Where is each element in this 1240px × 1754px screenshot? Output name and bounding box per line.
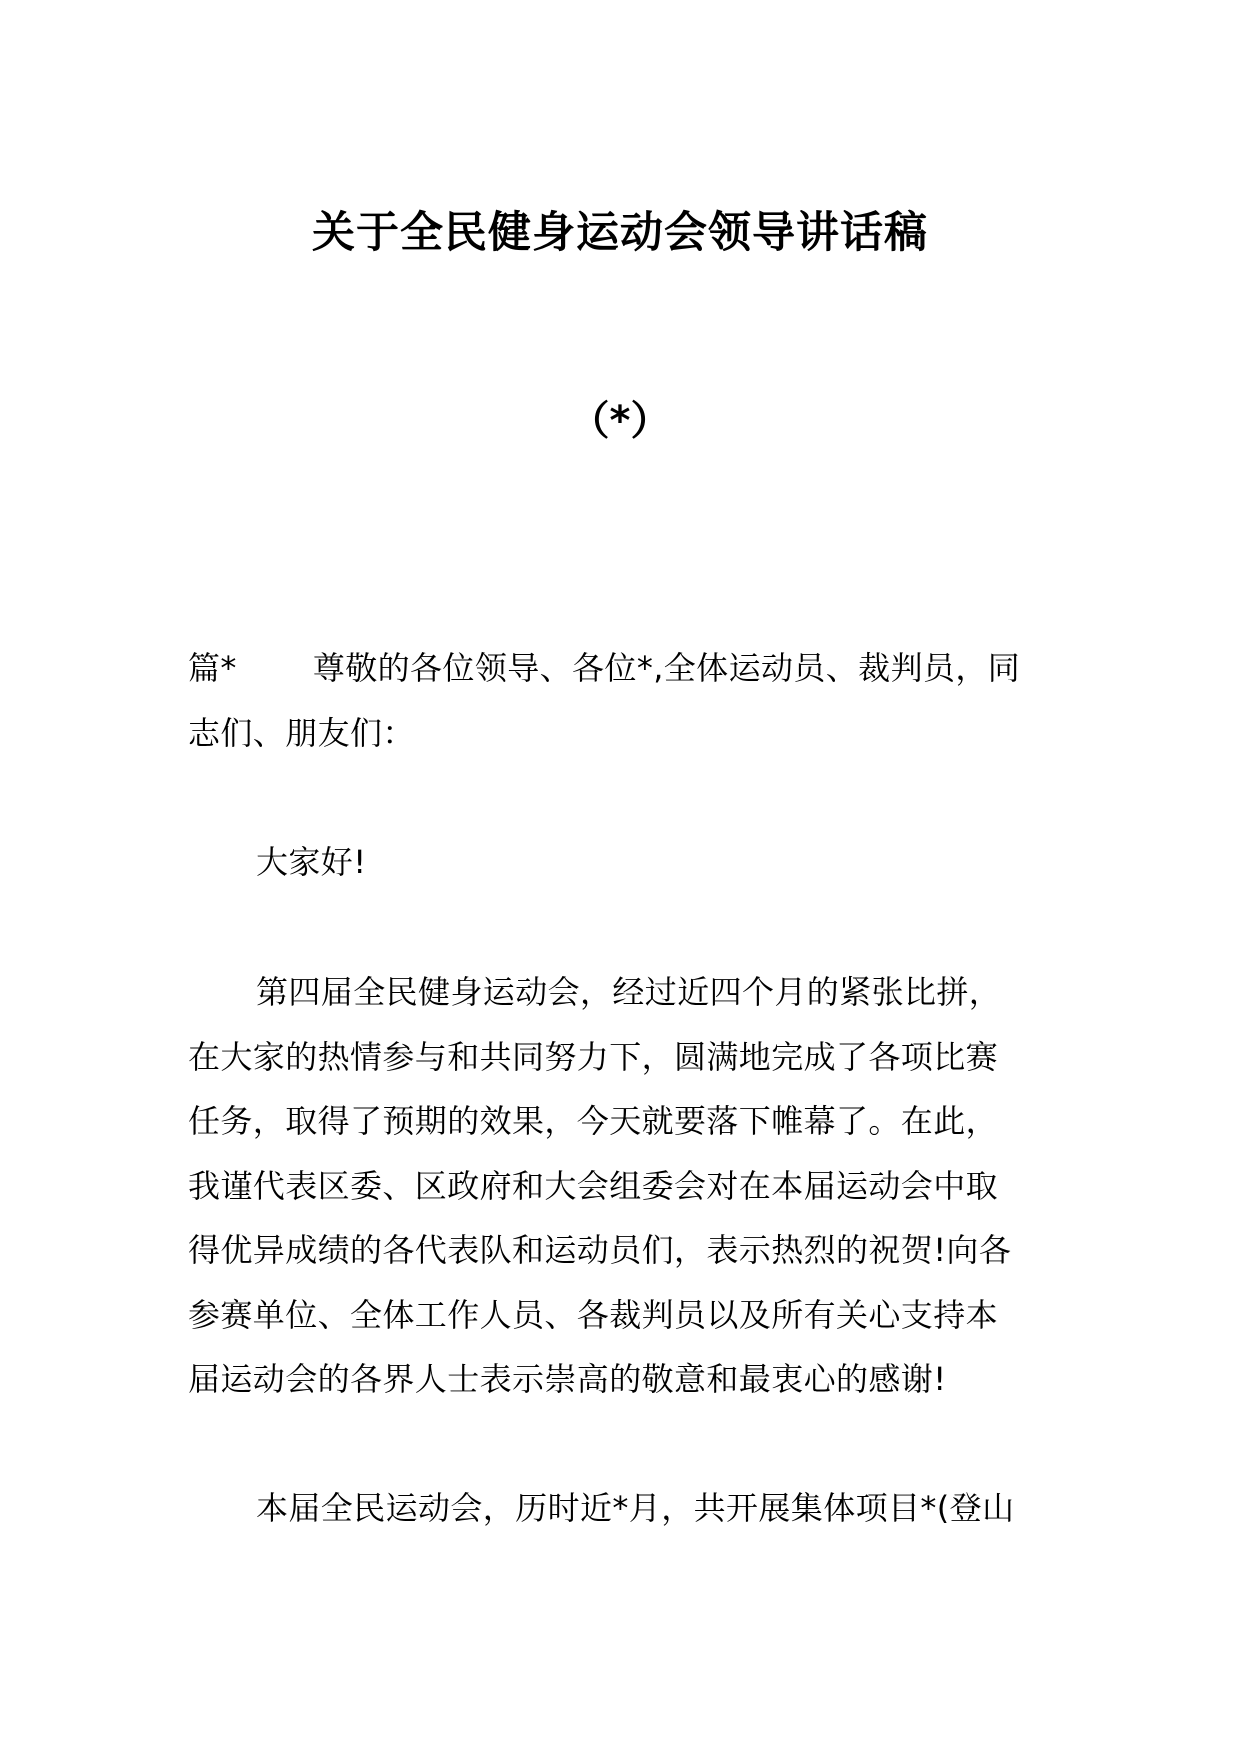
paragraph-line: 第四届全民健身运动会，经过近四个月的紧张比拼， (256, 973, 1002, 1011)
line-text: 尊敬的各位领导、各位*,全体运动员、裁判员，同 (312, 649, 1021, 687)
paragraph-line: 大家好! (256, 843, 367, 881)
paragraph-line: 本届全民运动会，历时近*月，共开展集体项目*(登山 (256, 1489, 1015, 1527)
paragraph-line: 在大家的热情参与和共同努力下，圆满地完成了各项比赛 (188, 1037, 999, 1076)
paragraph-line: 我谨代表区委、区政府和大会组委会对在本届运动会中取 (188, 1166, 999, 1205)
paragraph-salutation (188, 636, 1058, 765)
paragraph-greeting (188, 830, 1058, 895)
paragraph-event-overview (188, 1476, 1058, 1541)
paragraph-line: 届运动会的各界人士表示崇高的敬意和最衷心的感谢! (188, 1360, 947, 1398)
paragraph-line: 志们、朋友们： (188, 713, 415, 752)
paragraph-line (188, 636, 1058, 701)
paragraph-line: 得优异成绩的各代表队和运动员们，表示热烈的祝贺!向各 (188, 1231, 1012, 1269)
paragraph-line: 参赛单位、全体工作人员、各裁判员以及所有关心支持本 (188, 1295, 999, 1334)
paragraph-closing-summary (188, 960, 1058, 1412)
document-subtitle: （*） (569, 398, 671, 444)
paragraph-line: 任务，取得了预期的效果，今天就要落下帷幕了。在此， (188, 1102, 999, 1140)
section-marker: 篇* (188, 649, 237, 687)
document-title: 关于全民健身运动会领导讲话稿 (312, 208, 928, 258)
